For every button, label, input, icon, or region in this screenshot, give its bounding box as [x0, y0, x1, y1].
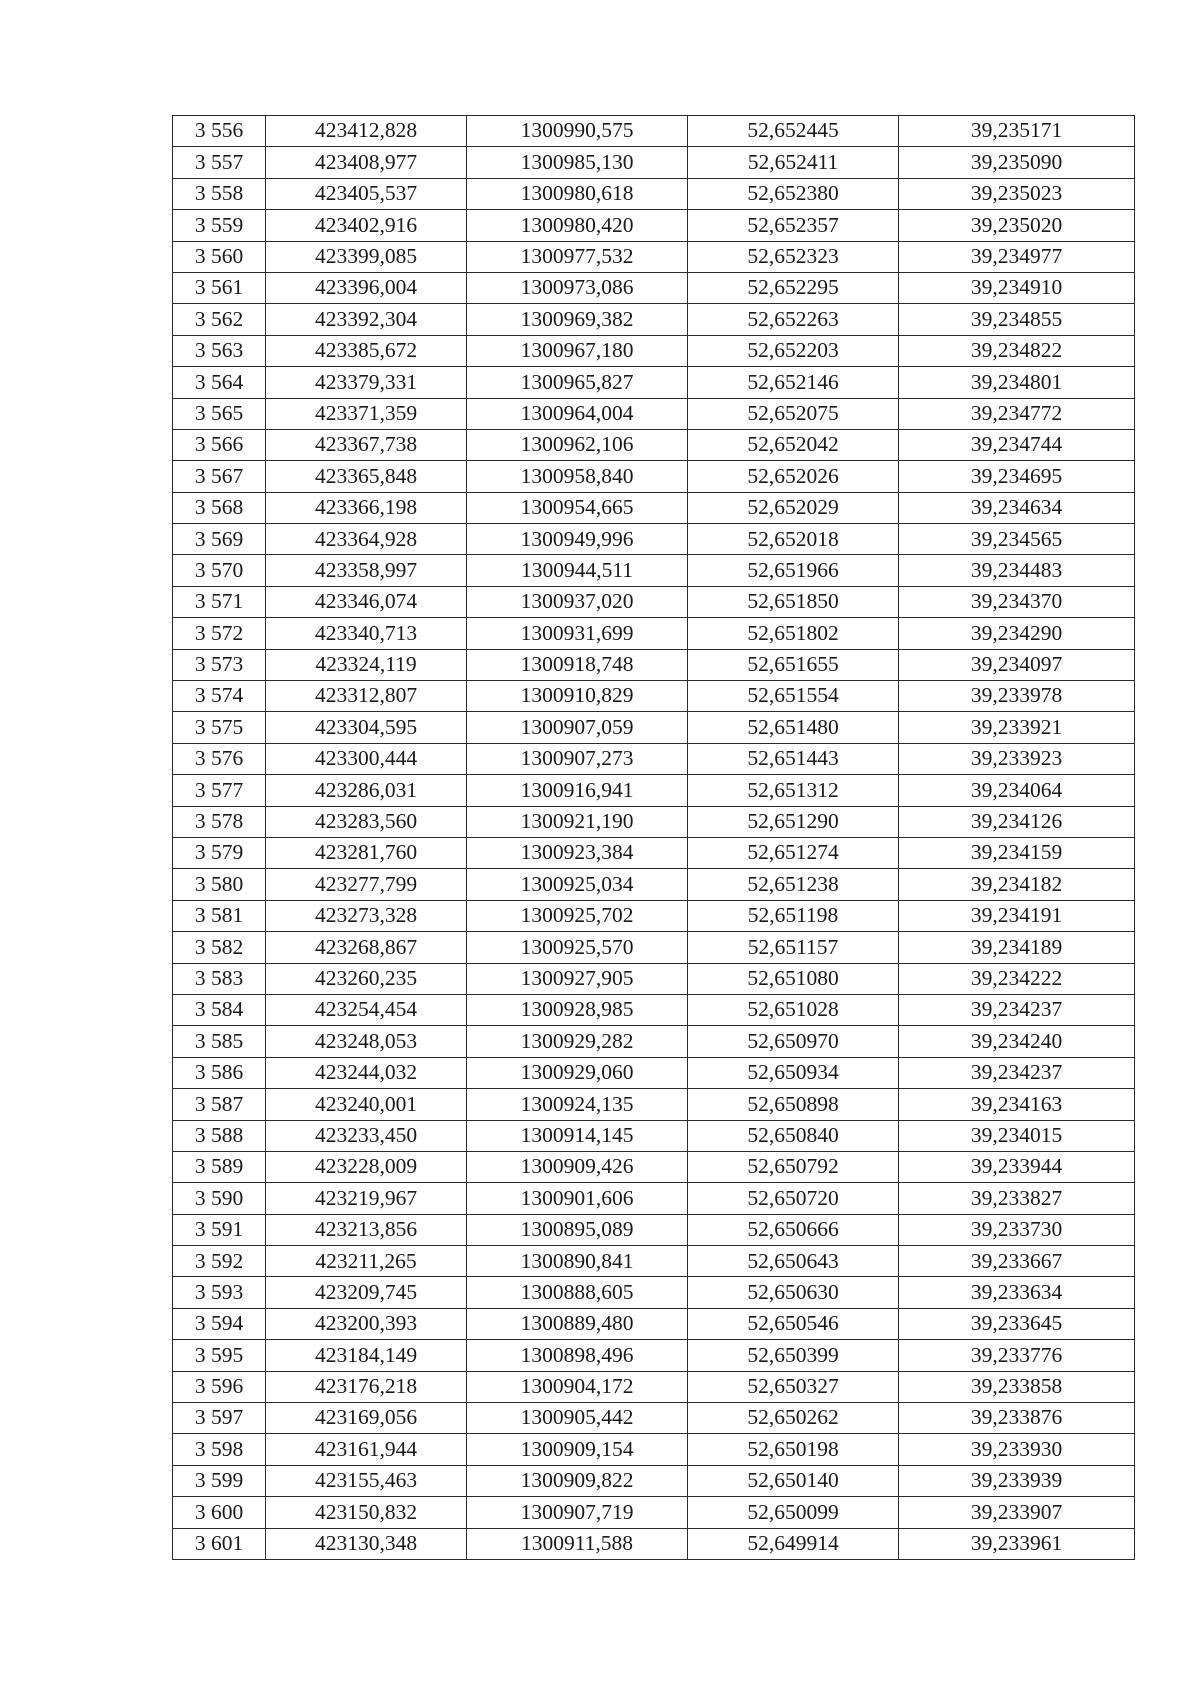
- longitude-cell: 39,234370: [899, 586, 1135, 617]
- longitude-cell: 39,234237: [899, 994, 1135, 1025]
- longitude-cell: 39,233930: [899, 1434, 1135, 1465]
- table-row: [173, 1308, 1135, 1339]
- point-number-cell: 3 597: [173, 1403, 266, 1434]
- table-row: [173, 1403, 1135, 1434]
- longitude-cell: 39,234097: [899, 649, 1135, 680]
- y-coordinate-cell: 1300937,020: [467, 586, 688, 617]
- x-coordinate-cell: 423213,856: [266, 1214, 467, 1245]
- point-number-cell: 3 558: [173, 178, 266, 209]
- point-number-cell: 3 569: [173, 524, 266, 555]
- point-number-cell: 3 560: [173, 241, 266, 272]
- y-coordinate-cell: 1300905,442: [467, 1403, 688, 1434]
- table-row: [173, 712, 1135, 743]
- longitude-cell: 39,233776: [899, 1340, 1135, 1371]
- longitude-cell: 39,234240: [899, 1026, 1135, 1057]
- x-coordinate-cell: 423379,331: [266, 367, 467, 398]
- latitude-cell: 52,651238: [688, 869, 899, 900]
- table-row: [173, 1277, 1135, 1308]
- x-coordinate-cell: 423358,997: [266, 555, 467, 586]
- point-number-cell: 3 577: [173, 775, 266, 806]
- y-coordinate-cell: 1300923,384: [467, 837, 688, 868]
- latitude-cell: 52,650840: [688, 1120, 899, 1151]
- y-coordinate-cell: 1300928,985: [467, 994, 688, 1025]
- point-number-cell: 3 579: [173, 837, 266, 868]
- y-coordinate-cell: 1300985,130: [467, 147, 688, 178]
- longitude-cell: 39,234159: [899, 837, 1135, 868]
- latitude-cell: 52,651655: [688, 649, 899, 680]
- point-number-cell: 3 591: [173, 1214, 266, 1245]
- latitude-cell: 52,652146: [688, 367, 899, 398]
- table-row: [173, 461, 1135, 492]
- table-row: [173, 1434, 1135, 1465]
- latitude-cell: 52,652026: [688, 461, 899, 492]
- latitude-cell: 52,651850: [688, 586, 899, 617]
- table-row: [173, 681, 1135, 712]
- longitude-cell: 39,234163: [899, 1089, 1135, 1120]
- longitude-cell: 39,234015: [899, 1120, 1135, 1151]
- x-coordinate-cell: 423169,056: [266, 1403, 467, 1434]
- x-coordinate-cell: 423281,760: [266, 837, 467, 868]
- x-coordinate-cell: 423130,348: [266, 1528, 467, 1559]
- latitude-cell: 52,651157: [688, 932, 899, 963]
- longitude-cell: 39,234565: [899, 524, 1135, 555]
- y-coordinate-cell: 1300980,618: [467, 178, 688, 209]
- y-coordinate-cell: 1300925,570: [467, 932, 688, 963]
- y-coordinate-cell: 1300977,532: [467, 241, 688, 272]
- table-row: [173, 1214, 1135, 1245]
- latitude-cell: 52,650327: [688, 1371, 899, 1402]
- longitude-cell: 39,233939: [899, 1465, 1135, 1496]
- point-number-cell: 3 573: [173, 649, 266, 680]
- x-coordinate-cell: 423155,463: [266, 1465, 467, 1496]
- longitude-cell: 39,234189: [899, 932, 1135, 963]
- longitude-cell: 39,233923: [899, 743, 1135, 774]
- x-coordinate-cell: 423273,328: [266, 900, 467, 931]
- x-coordinate-cell: 423286,031: [266, 775, 467, 806]
- point-number-cell: 3 563: [173, 335, 266, 366]
- latitude-cell: 52,650934: [688, 1057, 899, 1088]
- x-coordinate-cell: 423161,944: [266, 1434, 467, 1465]
- latitude-cell: 52,651554: [688, 681, 899, 712]
- x-coordinate-cell: 423277,799: [266, 869, 467, 900]
- point-number-cell: 3 587: [173, 1089, 266, 1120]
- y-coordinate-cell: 1300907,059: [467, 712, 688, 743]
- longitude-cell: 39,234237: [899, 1057, 1135, 1088]
- x-coordinate-cell: 423209,745: [266, 1277, 467, 1308]
- x-coordinate-cell: 423150,832: [266, 1497, 467, 1528]
- table-row: [173, 1120, 1135, 1151]
- longitude-cell: 39,233907: [899, 1497, 1135, 1528]
- table-row: [173, 555, 1135, 586]
- table-row: [173, 272, 1135, 303]
- latitude-cell: 52,651966: [688, 555, 899, 586]
- table-row: [173, 586, 1135, 617]
- latitude-cell: 52,650643: [688, 1246, 899, 1277]
- table-row: [173, 1371, 1135, 1402]
- x-coordinate-cell: 423211,265: [266, 1246, 467, 1277]
- table-row: [173, 147, 1135, 178]
- coordinates-table-body: [173, 116, 1135, 1560]
- latitude-cell: 52,652018: [688, 524, 899, 555]
- y-coordinate-cell: 1300965,827: [467, 367, 688, 398]
- latitude-cell: 52,652380: [688, 178, 899, 209]
- point-number-cell: 3 566: [173, 429, 266, 460]
- point-number-cell: 3 589: [173, 1151, 266, 1182]
- y-coordinate-cell: 1300990,575: [467, 116, 688, 147]
- latitude-cell: 52,651443: [688, 743, 899, 774]
- longitude-cell: 39,234222: [899, 963, 1135, 994]
- longitude-cell: 39,233730: [899, 1214, 1135, 1245]
- point-number-cell: 3 594: [173, 1308, 266, 1339]
- point-number-cell: 3 581: [173, 900, 266, 931]
- x-coordinate-cell: 423392,304: [266, 304, 467, 335]
- latitude-cell: 52,650792: [688, 1151, 899, 1182]
- y-coordinate-cell: 1300904,172: [467, 1371, 688, 1402]
- table-row: [173, 869, 1135, 900]
- point-number-cell: 3 584: [173, 994, 266, 1025]
- latitude-cell: 52,652411: [688, 147, 899, 178]
- x-coordinate-cell: 423402,916: [266, 210, 467, 241]
- y-coordinate-cell: 1300918,748: [467, 649, 688, 680]
- table-row: [173, 1246, 1135, 1277]
- y-coordinate-cell: 1300909,426: [467, 1151, 688, 1182]
- table-row: [173, 837, 1135, 868]
- longitude-cell: 39,233961: [899, 1528, 1135, 1559]
- point-number-cell: 3 583: [173, 963, 266, 994]
- latitude-cell: 52,650898: [688, 1089, 899, 1120]
- x-coordinate-cell: 423367,738: [266, 429, 467, 460]
- point-number-cell: 3 562: [173, 304, 266, 335]
- x-coordinate-cell: 423244,032: [266, 1057, 467, 1088]
- x-coordinate-cell: 423228,009: [266, 1151, 467, 1182]
- x-coordinate-cell: 423283,560: [266, 806, 467, 837]
- longitude-cell: 39,234977: [899, 241, 1135, 272]
- point-number-cell: 3 593: [173, 1277, 266, 1308]
- y-coordinate-cell: 1300929,282: [467, 1026, 688, 1057]
- table-row: [173, 1528, 1135, 1559]
- x-coordinate-cell: 423365,848: [266, 461, 467, 492]
- table-row: [173, 775, 1135, 806]
- y-coordinate-cell: 1300973,086: [467, 272, 688, 303]
- latitude-cell: 52,650630: [688, 1277, 899, 1308]
- x-coordinate-cell: 423412,828: [266, 116, 467, 147]
- table-row: [173, 116, 1135, 147]
- point-number-cell: 3 574: [173, 681, 266, 712]
- latitude-cell: 52,652042: [688, 429, 899, 460]
- y-coordinate-cell: 1300901,606: [467, 1183, 688, 1214]
- point-number-cell: 3 572: [173, 618, 266, 649]
- longitude-cell: 39,233858: [899, 1371, 1135, 1402]
- x-coordinate-cell: 423366,198: [266, 492, 467, 523]
- point-number-cell: 3 599: [173, 1465, 266, 1496]
- table-row: [173, 900, 1135, 931]
- latitude-cell: 52,652029: [688, 492, 899, 523]
- longitude-cell: 39,234634: [899, 492, 1135, 523]
- table-row: [173, 398, 1135, 429]
- table-row: [173, 210, 1135, 241]
- point-number-cell: 3 598: [173, 1434, 266, 1465]
- latitude-cell: 52,652323: [688, 241, 899, 272]
- x-coordinate-cell: 423405,537: [266, 178, 467, 209]
- x-coordinate-cell: 423254,454: [266, 994, 467, 1025]
- x-coordinate-cell: 423219,967: [266, 1183, 467, 1214]
- latitude-cell: 52,652445: [688, 116, 899, 147]
- y-coordinate-cell: 1300967,180: [467, 335, 688, 366]
- y-coordinate-cell: 1300914,145: [467, 1120, 688, 1151]
- x-coordinate-cell: 423346,074: [266, 586, 467, 617]
- y-coordinate-cell: 1300888,605: [467, 1277, 688, 1308]
- latitude-cell: 52,651312: [688, 775, 899, 806]
- y-coordinate-cell: 1300889,480: [467, 1308, 688, 1339]
- table-row: [173, 178, 1135, 209]
- longitude-cell: 39,235023: [899, 178, 1135, 209]
- table-row: [173, 492, 1135, 523]
- x-coordinate-cell: 423200,393: [266, 1308, 467, 1339]
- table-row: [173, 241, 1135, 272]
- table-row: [173, 1497, 1135, 1528]
- table-row: [173, 1465, 1135, 1496]
- y-coordinate-cell: 1300962,106: [467, 429, 688, 460]
- point-number-cell: 3 600: [173, 1497, 266, 1528]
- table-row: [173, 649, 1135, 680]
- point-number-cell: 3 561: [173, 272, 266, 303]
- y-coordinate-cell: 1300907,273: [467, 743, 688, 774]
- latitude-cell: 52,651274: [688, 837, 899, 868]
- y-coordinate-cell: 1300931,699: [467, 618, 688, 649]
- point-number-cell: 3 590: [173, 1183, 266, 1214]
- y-coordinate-cell: 1300898,496: [467, 1340, 688, 1371]
- x-coordinate-cell: 423248,053: [266, 1026, 467, 1057]
- longitude-cell: 39,235020: [899, 210, 1135, 241]
- y-coordinate-cell: 1300909,822: [467, 1465, 688, 1496]
- x-coordinate-cell: 423399,085: [266, 241, 467, 272]
- latitude-cell: 52,650262: [688, 1403, 899, 1434]
- point-number-cell: 3 596: [173, 1371, 266, 1402]
- x-coordinate-cell: 423408,977: [266, 147, 467, 178]
- x-coordinate-cell: 423324,119: [266, 649, 467, 680]
- table-row: [173, 1026, 1135, 1057]
- latitude-cell: 52,649914: [688, 1528, 899, 1559]
- point-number-cell: 3 586: [173, 1057, 266, 1088]
- longitude-cell: 39,234695: [899, 461, 1135, 492]
- longitude-cell: 39,233978: [899, 681, 1135, 712]
- table-row: [173, 806, 1135, 837]
- latitude-cell: 52,650970: [688, 1026, 899, 1057]
- longitude-cell: 39,234483: [899, 555, 1135, 586]
- y-coordinate-cell: 1300929,060: [467, 1057, 688, 1088]
- longitude-cell: 39,234290: [899, 618, 1135, 649]
- y-coordinate-cell: 1300964,004: [467, 398, 688, 429]
- coordinates-table: [172, 115, 1135, 1560]
- latitude-cell: 52,650198: [688, 1434, 899, 1465]
- y-coordinate-cell: 1300924,135: [467, 1089, 688, 1120]
- latitude-cell: 52,652263: [688, 304, 899, 335]
- x-coordinate-cell: 423176,218: [266, 1371, 467, 1402]
- latitude-cell: 52,651198: [688, 900, 899, 931]
- point-number-cell: 3 582: [173, 932, 266, 963]
- longitude-cell: 39,233634: [899, 1277, 1135, 1308]
- longitude-cell: 39,233667: [899, 1246, 1135, 1277]
- longitude-cell: 39,234855: [899, 304, 1135, 335]
- longitude-cell: 39,234801: [899, 367, 1135, 398]
- point-number-cell: 3 567: [173, 461, 266, 492]
- table-row: [173, 1057, 1135, 1088]
- y-coordinate-cell: 1300910,829: [467, 681, 688, 712]
- x-coordinate-cell: 423304,595: [266, 712, 467, 743]
- latitude-cell: 52,650140: [688, 1465, 899, 1496]
- latitude-cell: 52,652295: [688, 272, 899, 303]
- point-number-cell: 3 570: [173, 555, 266, 586]
- latitude-cell: 52,651290: [688, 806, 899, 837]
- y-coordinate-cell: 1300949,996: [467, 524, 688, 555]
- longitude-cell: 39,233944: [899, 1151, 1135, 1182]
- point-number-cell: 3 575: [173, 712, 266, 743]
- point-number-cell: 3 585: [173, 1026, 266, 1057]
- longitude-cell: 39,234822: [899, 335, 1135, 366]
- table-row: [173, 367, 1135, 398]
- latitude-cell: 52,652357: [688, 210, 899, 241]
- longitude-cell: 39,234126: [899, 806, 1135, 837]
- x-coordinate-cell: 423240,001: [266, 1089, 467, 1120]
- y-coordinate-cell: 1300980,420: [467, 210, 688, 241]
- point-number-cell: 3 556: [173, 116, 266, 147]
- y-coordinate-cell: 1300911,588: [467, 1528, 688, 1559]
- point-number-cell: 3 578: [173, 806, 266, 837]
- y-coordinate-cell: 1300958,840: [467, 461, 688, 492]
- y-coordinate-cell: 1300907,719: [467, 1497, 688, 1528]
- table-row: [173, 1089, 1135, 1120]
- point-number-cell: 3 595: [173, 1340, 266, 1371]
- longitude-cell: 39,233921: [899, 712, 1135, 743]
- longitude-cell: 39,233645: [899, 1308, 1135, 1339]
- latitude-cell: 52,650099: [688, 1497, 899, 1528]
- longitude-cell: 39,235090: [899, 147, 1135, 178]
- table-row: [173, 524, 1135, 555]
- point-number-cell: 3 564: [173, 367, 266, 398]
- latitude-cell: 52,650666: [688, 1214, 899, 1245]
- table-row: [173, 963, 1135, 994]
- x-coordinate-cell: 423340,713: [266, 618, 467, 649]
- longitude-cell: 39,234064: [899, 775, 1135, 806]
- y-coordinate-cell: 1300944,511: [467, 555, 688, 586]
- point-number-cell: 3 557: [173, 147, 266, 178]
- y-coordinate-cell: 1300921,190: [467, 806, 688, 837]
- y-coordinate-cell: 1300954,665: [467, 492, 688, 523]
- x-coordinate-cell: 423312,807: [266, 681, 467, 712]
- x-coordinate-cell: 423364,928: [266, 524, 467, 555]
- x-coordinate-cell: 423385,672: [266, 335, 467, 366]
- latitude-cell: 52,650720: [688, 1183, 899, 1214]
- y-coordinate-cell: 1300890,841: [467, 1246, 688, 1277]
- table-row: [173, 429, 1135, 460]
- y-coordinate-cell: 1300925,702: [467, 900, 688, 931]
- point-number-cell: 3 580: [173, 869, 266, 900]
- latitude-cell: 52,652075: [688, 398, 899, 429]
- latitude-cell: 52,650399: [688, 1340, 899, 1371]
- longitude-cell: 39,234182: [899, 869, 1135, 900]
- y-coordinate-cell: 1300927,905: [467, 963, 688, 994]
- longitude-cell: 39,234744: [899, 429, 1135, 460]
- longitude-cell: 39,233827: [899, 1183, 1135, 1214]
- x-coordinate-cell: 423184,149: [266, 1340, 467, 1371]
- table-row: [173, 335, 1135, 366]
- longitude-cell: 39,233876: [899, 1403, 1135, 1434]
- latitude-cell: 52,651028: [688, 994, 899, 1025]
- table-row: [173, 932, 1135, 963]
- table-row: [173, 994, 1135, 1025]
- point-number-cell: 3 568: [173, 492, 266, 523]
- point-number-cell: 3 559: [173, 210, 266, 241]
- point-number-cell: 3 588: [173, 1120, 266, 1151]
- point-number-cell: 3 601: [173, 1528, 266, 1559]
- x-coordinate-cell: 423260,235: [266, 963, 467, 994]
- table-row: [173, 618, 1135, 649]
- latitude-cell: 52,650546: [688, 1308, 899, 1339]
- y-coordinate-cell: 1300895,089: [467, 1214, 688, 1245]
- latitude-cell: 52,651480: [688, 712, 899, 743]
- table-row: [173, 304, 1135, 335]
- longitude-cell: 39,234910: [899, 272, 1135, 303]
- latitude-cell: 52,651080: [688, 963, 899, 994]
- x-coordinate-cell: 423371,359: [266, 398, 467, 429]
- point-number-cell: 3 576: [173, 743, 266, 774]
- longitude-cell: 39,234772: [899, 398, 1135, 429]
- x-coordinate-cell: 423300,444: [266, 743, 467, 774]
- y-coordinate-cell: 1300925,034: [467, 869, 688, 900]
- point-number-cell: 3 571: [173, 586, 266, 617]
- y-coordinate-cell: 1300909,154: [467, 1434, 688, 1465]
- table-row: [173, 1183, 1135, 1214]
- table-row: [173, 1340, 1135, 1371]
- point-number-cell: 3 565: [173, 398, 266, 429]
- point-number-cell: 3 592: [173, 1246, 266, 1277]
- x-coordinate-cell: 423268,867: [266, 932, 467, 963]
- latitude-cell: 52,651802: [688, 618, 899, 649]
- y-coordinate-cell: 1300969,382: [467, 304, 688, 335]
- x-coordinate-cell: 423396,004: [266, 272, 467, 303]
- x-coordinate-cell: 423233,450: [266, 1120, 467, 1151]
- table-row: [173, 1151, 1135, 1182]
- latitude-cell: 52,652203: [688, 335, 899, 366]
- table-row: [173, 743, 1135, 774]
- longitude-cell: 39,235171: [899, 116, 1135, 147]
- longitude-cell: 39,234191: [899, 900, 1135, 931]
- y-coordinate-cell: 1300916,941: [467, 775, 688, 806]
